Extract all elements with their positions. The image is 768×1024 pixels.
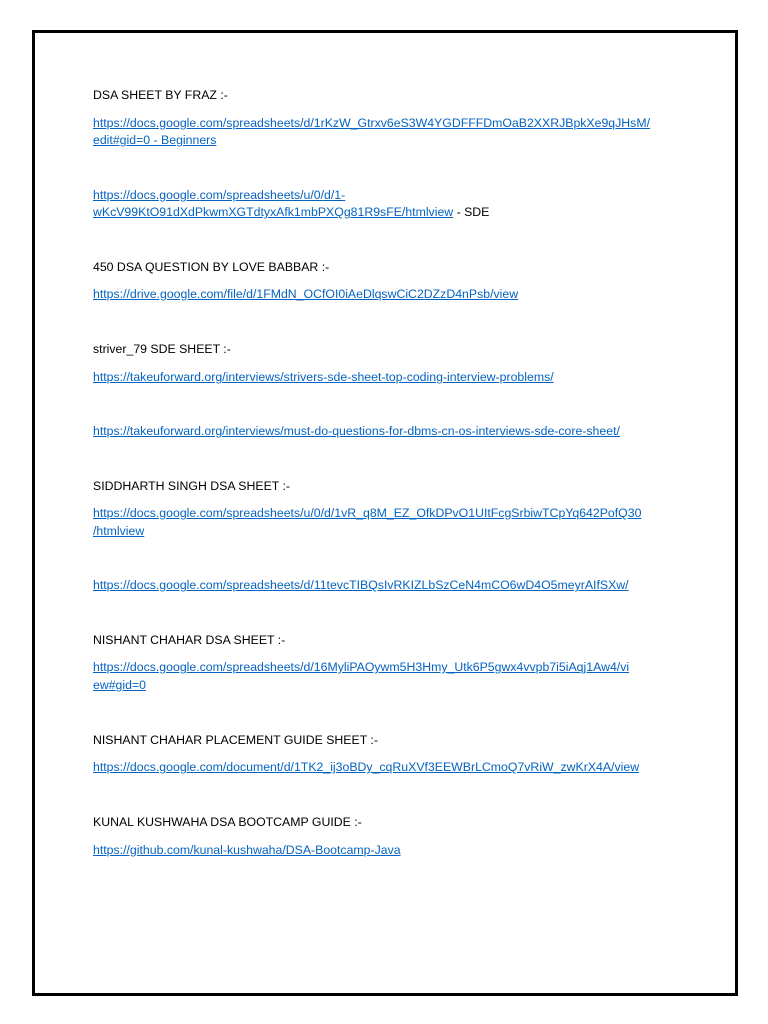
- link-fraz-sde-suffix: - SDE: [453, 205, 490, 219]
- link-siddharth-sheet2[interactable]: https://docs.google.com/spreadsheets/d/11tevcTIBQsIvRKIZLbSzCeN4mCO6wD4O5meyrAIfSXw/: [93, 578, 629, 592]
- section-heading-fraz: DSA SHEET BY FRAZ :-: [93, 88, 228, 102]
- link-nishant-dsa-line1[interactable]: https://docs.google.com/spreadsheets/d/16MyliPAOywm5H3Hmy_Utk6P5gwx4vvpb7i5iAqj1Aw4/vi: [93, 660, 630, 674]
- link-love-babbar[interactable]: https://drive.google.com/file/d/1FMdN_OCfOI0iAeDlqswCiC2DZzD4nPsb/view: [93, 287, 519, 301]
- section-heading-nishant-placement: NISHANT CHAHAR PLACEMENT GUIDE SHEET :-: [93, 733, 378, 747]
- link-siddharth-line2[interactable]: /htmlview: [93, 524, 145, 538]
- link-fraz-sde-line2[interactable]: wKcV99KtO91dXdPkwmXGTdtyxAfk1mbPXQg81R9sFE/htmlview: [93, 205, 454, 219]
- link-fraz-beginners-line2[interactable]: edit#gid=0 - Beginners: [93, 133, 217, 147]
- section-heading-siddharth-singh: SIDDHARTH SINGH DSA SHEET :-: [93, 479, 291, 493]
- link-nishant-placement[interactable]: https://docs.google.com/document/d/1TK2_ij3oBDy_cqRuXVf3EEWBrLCmoQ7vRiW_zwKrX4A/view: [93, 760, 640, 774]
- link-fraz-sde-line2-wrapper: [93, 204, 489, 222]
- link-siddharth-line1[interactable]: https://docs.google.com/spreadsheets/u/0/d/1vR_q8M_EZ_OfkDPvO1UItFcgSrbiwTCpYq642PofQ30: [93, 506, 642, 520]
- section-heading-striver: striver_79 SDE SHEET :-: [93, 342, 231, 356]
- link-striver-core-sheet[interactable]: https://takeuforward.org/interviews/must-do-questions-for-dbms-cn-os-interviews-sde-core-sheet/: [93, 424, 620, 438]
- link-kunal-bootcamp[interactable]: https://github.com/kunal-kushwaha/DSA-Bootcamp-Java: [93, 843, 401, 857]
- section-heading-love-babbar: 450 DSA QUESTION BY LOVE BABBAR :-: [93, 260, 330, 274]
- link-striver-sde-sheet[interactable]: https://takeuforward.org/interviews/strivers-sde-sheet-top-coding-interview-problems/: [93, 370, 554, 384]
- link-fraz-sde-line1[interactable]: https://docs.google.com/spreadsheets/u/0/d/1-: [93, 188, 346, 202]
- link-nishant-dsa-line2[interactable]: ew#gid=0: [93, 678, 146, 692]
- link-fraz-beginners-line1[interactable]: https://docs.google.com/spreadsheets/d/1rKzW_Gtrxv6eS3W4YGDFFFDmOaB2XXRJBpkXe9qJHsM/: [93, 116, 650, 130]
- section-heading-nishant-dsa: NISHANT CHAHAR DSA SHEET :-: [93, 633, 286, 647]
- section-heading-kunal-kushwaha: KUNAL KUSHWAHA DSA BOOTCAMP GUIDE :-: [93, 815, 362, 829]
